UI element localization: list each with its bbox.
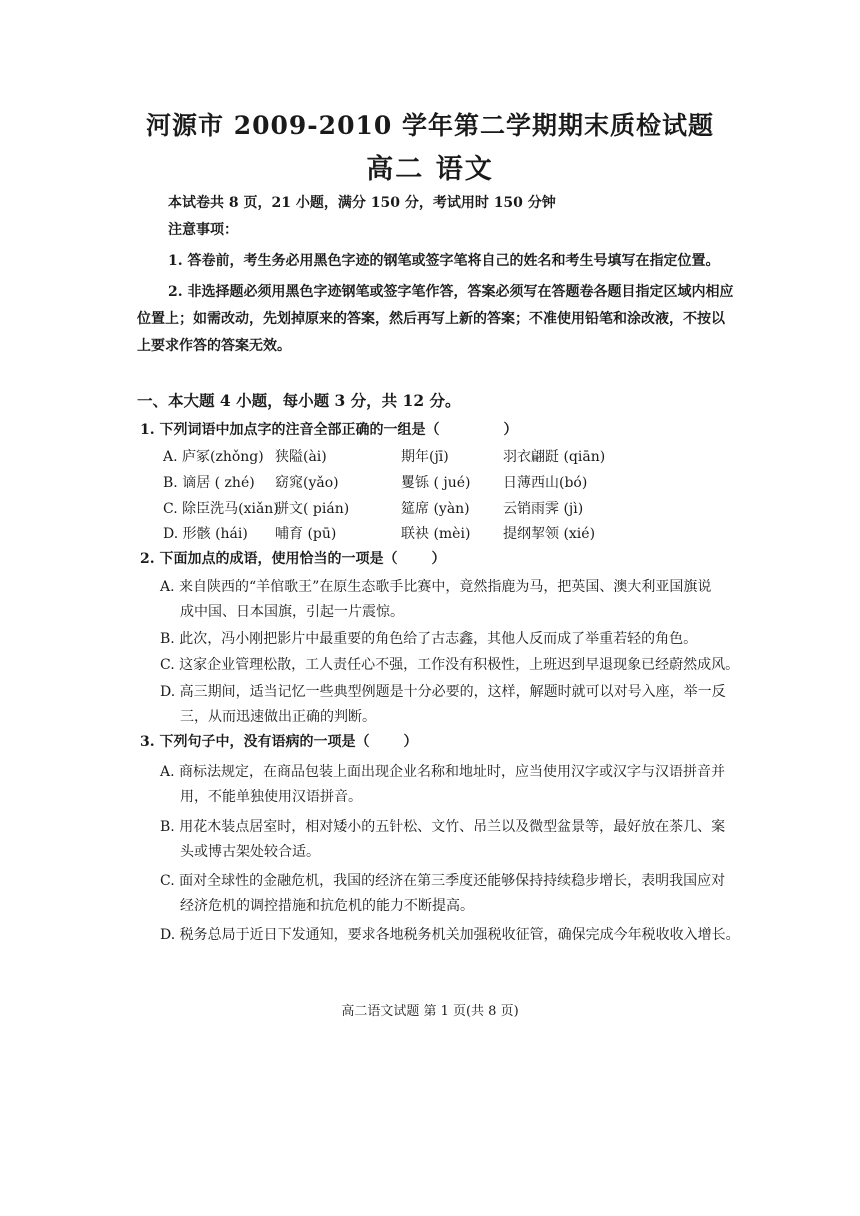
notice-item-2-line-1: 2. 非选择题必须用黑色字迹钢笔或签字笔作答，答案必须写在答题卷各题目指定区域内相应 — [168, 284, 734, 300]
q1-a-word-2: 狭隘(ài) — [275, 449, 327, 465]
notice-heading: 注意事项： — [168, 222, 238, 238]
question-3-stem-end: ） — [403, 734, 418, 750]
question-1-stem — [140, 419, 518, 439]
q2-option-b: B. 此次，冯小刚把影片中最重要的角色给了古志鑫，其他人反而成了举重若轻的角色。 — [160, 631, 698, 647]
q2-option-d-line-1: D. 高三期间，适当记忆一些典型例题是十分必要的，这样，解题时就可以对号入座，举一反 — [160, 684, 726, 700]
q2-option-c: C. 这家企业管理松散，工人责任心不强，工作没有积极性，上班迟到早退现象已经蔚然成风。 — [160, 657, 740, 673]
q1-b-word-3: 矍铄 ( jué) — [401, 475, 471, 491]
question-1-stem-end: ） — [503, 422, 518, 438]
q3-option-a-line-1: A. 商标法规定，在商品包装上面出现企业名称和地址时，应当使用汉字或汉字与汉语拼音并 — [160, 764, 726, 780]
q1-d-word-3: 联袂 (mèi) — [401, 526, 471, 542]
q1-b-word-4: 日薄西山(bó) — [503, 475, 588, 491]
q2-option-a-line-2: 成中国、日本国旗，引起一片震惊。 — [180, 604, 404, 620]
notice-item-2-line-3: 上要求作答的答案无效。 — [137, 338, 291, 354]
q1-b-word-2: 窈窕(yǎo) — [275, 475, 339, 491]
q3-option-c-line-2: 经济危机的调控措施和抗危机的能力不断提高。 — [180, 898, 474, 914]
q1-c-word-2: 骈文( pián) — [275, 501, 350, 517]
q2-option-d-line-2: 三，从而迅速做出正确的判断。 — [180, 709, 376, 725]
question-2-stem-end: ） — [431, 551, 446, 567]
section-heading: 一、本大题 4 小题，每小题 3 分，共 12 分。 — [137, 391, 461, 410]
q1-d-word-2: 哺育 (pū) — [275, 526, 337, 542]
page-footer: 高二语文试题 第 1 页(共 8 页) — [341, 1004, 519, 1019]
q2-option-a-line-1: A. 来自陕西的“羊倌歌王”在原生态歌手比赛中，竟然指鹿为马，把英国、澳大利亚国旗说 — [160, 579, 712, 595]
q1-c-word-3: 筵席 (yàn) — [401, 501, 470, 517]
page-title: 河源市 2009-2010 学年第二学期期末质检试题 — [146, 111, 714, 140]
notice-item-2-line-2: 位置上；如需改动，先划掉原来的答案，然后再写上新的答案；不准使用铅笔和涂改液，不按以 — [137, 311, 725, 327]
question-3-stem-text: 3. 下列句子中，没有语病的一项是（ — [140, 734, 370, 750]
question-2-stem-text: 2. 下面加点的成语，使用恰当的一项是（ — [140, 551, 398, 567]
question-1-stem-text: 1. 下列词语中加点字的注音全部正确的一组是（ — [140, 422, 440, 438]
q1-a-word-3: 期年(jī) — [401, 449, 449, 465]
question-2-stem — [140, 548, 446, 568]
q1-c-word-1: C. 除臣洗马(xiǎn) — [163, 501, 279, 517]
question-3-stem — [140, 731, 418, 751]
q1-d-word-1: D. 形骸 (hái) — [163, 526, 248, 542]
page-subtitle: 高二 语文 — [366, 154, 494, 185]
q1-c-word-4: 云销雨霁 (jì) — [503, 501, 584, 517]
q3-option-b-line-1: B. 用花木装点居室时，相对矮小的五针松、文竹、吊兰以及微型盆景等，最好放在茶几、案 — [160, 819, 726, 835]
q3-option-d: D. 税务总局于近日下发通知，要求各地税务机关加强税收征管，确保完成今年税收收入增长。 — [160, 927, 740, 943]
q1-d-word-4: 提纲挈领 (xié) — [503, 526, 596, 542]
notice-item-1: 1. 答卷前，考生务必用黑色字迹的钢笔或签字笔将自己的姓名和考生号填写在指定位置。 — [168, 253, 720, 269]
q1-b-word-1: B. 谪居 ( zhé) — [163, 475, 255, 491]
exam-info: 本试卷共 8 页，21 小题，满分 150 分，考试用时 150 分钟 — [168, 195, 556, 211]
q1-a-word-4: 羽衣翩跹 (qiān) — [503, 449, 606, 465]
q3-option-a-line-2: 用，不能单独使用汉语拼音。 — [180, 789, 362, 805]
q3-option-c-line-1: C. 面对全球性的金融危机，我国的经济在第三季度还能够保持持续稳步增长，表明我国应对 — [160, 873, 726, 889]
q3-option-b-line-2: 头或博古架处较合适。 — [180, 844, 320, 860]
q1-a-word-1: A. 庐冢(zhǒng) — [163, 449, 264, 465]
